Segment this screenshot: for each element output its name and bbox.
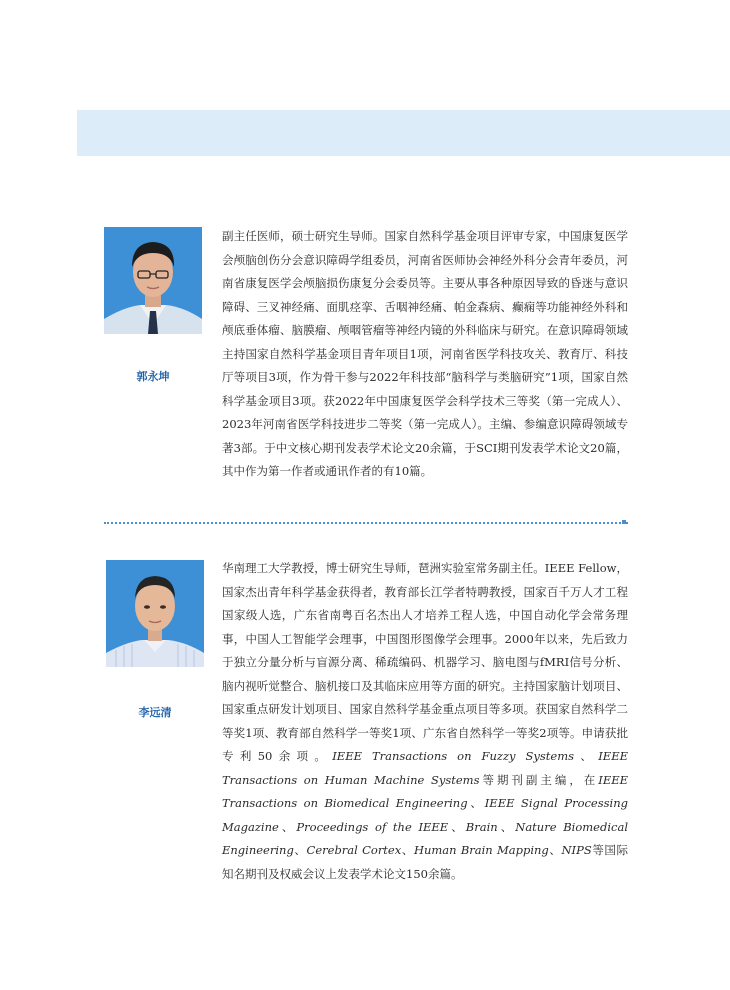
bio-text-segment: 等期刊副主编，在 xyxy=(479,772,599,787)
journal-title: IEEE Transactions on Biomedical Engineering xyxy=(222,772,629,810)
profile-bio-2 xyxy=(222,557,628,886)
bio-text-segment: 、 xyxy=(548,843,562,857)
portrait-photo-1 xyxy=(104,227,202,334)
journal-title: Cerebral Cortex xyxy=(306,843,402,857)
journal-title: Human Brain Mapping xyxy=(413,843,549,857)
bio-text-segment: 、 xyxy=(497,819,516,834)
header-band xyxy=(77,110,730,156)
journal-title: Brain xyxy=(465,819,498,834)
profile-bio-1: 副主任医师，硕士研究生导师。国家自然科学基金项目评审专家，中国康复医学会颅脑创伤分会意识障碍学组委员，河南省医师协会神经外科分会青年委员，河南省康复医学会颅脑损伤康复分会委员等。主要从事各种原因导致的昏迷与意识障碍、三叉神经痛、面肌痉挛、舌咽神经痛、帕金森病、癫痫等功能神经外科和颅底垂体瘤、脑膜瘤、颅咽管瘤等神经内镜的外科临床与研究。在意识障碍领域主持国家自然科学基金项目青年项目1项，河南省医学科技攻关、教育厅、科技厅等项目3项，作为骨干参与2022年科技部“脑科学与类脑研究”1项，国家自然科学基金项目3项。获2022年中国康复医学会科学技术三等奖（第一完成人）、2023年河南省医学科技进步二等奖（第一完成人）。主编、参编意识障碍领域专著3部。于中文核心期刊发表学术论文20余篇，于SCI期刊发表学术论文20篇，其中作为第一作者或通讯作者的有10篇。 xyxy=(222,229,628,478)
divider-end-mark xyxy=(622,520,626,524)
bio-text-segment: 、 xyxy=(448,819,466,834)
bio-text-segment: 、 xyxy=(467,796,485,810)
bio-text-segment: 等国际知名期刊及权威会议上发表学术论文150余篇。 xyxy=(222,843,629,881)
profile-name-2: 李远清 xyxy=(138,706,172,719)
journal-title: IEEE Transactions on Fuzzy Systems xyxy=(332,749,575,763)
profile-name-1: 郭永坤 xyxy=(136,370,170,383)
journal-title: Nature Biomedical Engineering xyxy=(222,819,628,857)
bio-text-segment: 、 xyxy=(401,843,414,857)
journal-title: Proceedings of the IEEE xyxy=(296,819,449,834)
bio-text-segment: 、 xyxy=(278,819,297,834)
portrait-photo-2 xyxy=(106,560,204,667)
bio-text-segment: 、 xyxy=(574,749,599,763)
bio-text-segment: 、 xyxy=(293,843,307,857)
journal-title: IEEE Transactions on Human Machine Systems xyxy=(222,749,628,787)
journal-title: IEEE Signal Processing Magazine xyxy=(222,796,628,834)
section-divider xyxy=(104,522,628,524)
journal-title: NIPS xyxy=(561,843,592,857)
bio-text-segment: 华南理工大学教授，博士研究生导师，琶洲实验室常务副主任。IEEE Fellow，国家杰出青年科学基金获得者，教育部长江学者特聘教授，国家百千万人才工程国家级人选，广东省南粤百名杰出人才培养工程人选，中国自动化学会常务理事，中国人工智能学会理事，中国图形图像学会理事。2000年以来，先后致力于独立分量分析与盲源分离、稀疏编码、机器学习、脑电图与fMRI信号分析、脑内视听觉整合、脑机接口及其临床应用等方面的研究。主持国家脑计划项目、国家重点研发计划项目、国家自然科学基金重点项目等多项。获国家自然科学二等奖1项、教育部自然科学一等奖1项、广东省自然科学一等奖2项等。申请获批专利50余项。 xyxy=(222,561,628,763)
